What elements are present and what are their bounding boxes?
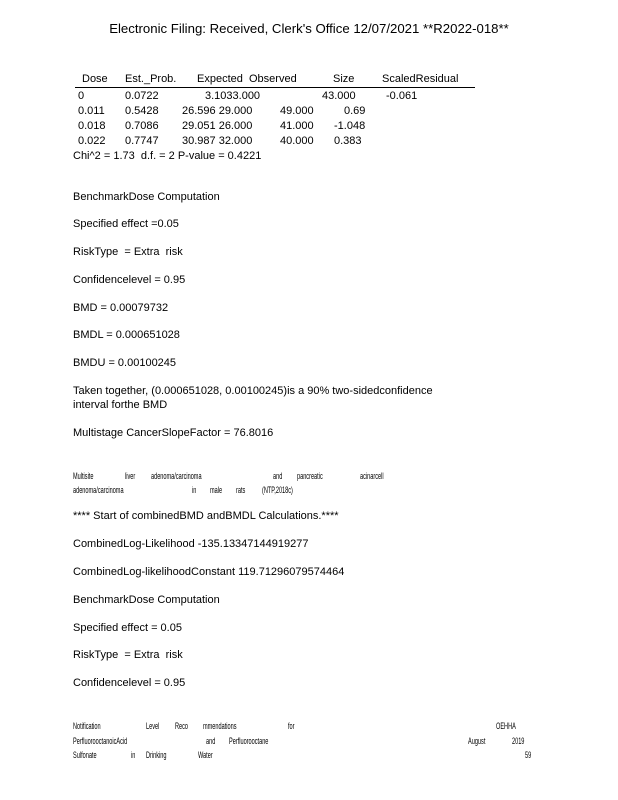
footer-word: Sulfonate (73, 750, 97, 760)
paragraph: BMDL = 0.000651028 (73, 329, 180, 341)
footer-word: August (468, 736, 486, 746)
caption-word: adenoma/carcinoma (73, 485, 124, 495)
paragraph: CombinedLog-likelihoodConstant 119.71296079574464 (73, 566, 345, 578)
footer-word: Level (146, 721, 160, 731)
caption-word: pancreatic (297, 471, 323, 481)
footer-word: for (288, 721, 295, 731)
paragraph: BMD = 0.00079732 (73, 302, 169, 314)
paragraph: BenchmarkDose Computation (73, 594, 220, 606)
caption-word: Multisite (73, 471, 94, 481)
paragraph: interval forthe BMD (73, 399, 168, 411)
paragraph: CombinedLog-Likelihood -135.13347144919277 (73, 538, 309, 550)
filing-header: Electronic Filing: Received, Clerk's Office 12/07/2021 **R2022-018** (109, 21, 509, 36)
caption-word: adenoma/carcinoma (151, 471, 202, 481)
footer-word: Drinking (146, 750, 167, 760)
paragraph: BMDU = 0.00100245 (73, 357, 177, 369)
col-dose: Dose (82, 73, 108, 85)
table-cell: 0.011 (78, 105, 105, 117)
paragraph: Specified effect =0.05 (73, 218, 179, 230)
footer-word: Water (198, 750, 213, 760)
table-cell: 0.0722 (125, 90, 159, 102)
table-cell: 30.987 32.000 (182, 135, 253, 147)
col-observed: Observed (249, 73, 297, 85)
paragraph: Specified effect = 0.05 (73, 622, 182, 634)
caption-word: rats (236, 485, 246, 495)
footer-word: Reco (175, 721, 189, 731)
paragraph: Multistage CancerSlopeFactor = 76.8016 (73, 427, 274, 439)
paragraph: RiskType = Extra risk (73, 649, 183, 661)
table-cell: 0.7086 (125, 120, 159, 132)
col-expected: Expected (197, 73, 243, 85)
col-est-prob: Est._Prob. (125, 73, 177, 85)
table-cell: 0.022 (78, 135, 106, 147)
table-cell: 0.7747 (125, 135, 159, 147)
caption-word: liver (125, 471, 136, 481)
table-rule (75, 87, 475, 88)
footer-word: PerfluorooctanoicAcid (73, 736, 128, 746)
footer-word: OEHHA (496, 721, 516, 731)
table-cell: 0.018 (78, 120, 106, 132)
col-scaled-residual: ScaledResidual (382, 73, 459, 85)
table-cell: -0.061 (386, 90, 418, 102)
table-cell: 40.000 (280, 135, 314, 147)
table-cell: 26.596 29.000 (182, 105, 253, 117)
table-cell: 0.5428 (125, 105, 159, 117)
table-cell: 0.69 (344, 105, 366, 117)
paragraph: RiskType = Extra risk (73, 246, 183, 258)
chi-square-line: Chi^2 = 1.73 d.f. = 2 P-value = 0.4221 (73, 150, 262, 162)
table-cell: 0 (78, 90, 85, 102)
footer-word: in (131, 750, 136, 760)
caption-word: male (210, 485, 223, 495)
caption-word: (NTP,2018c) (262, 485, 293, 495)
caption-word: in (192, 485, 197, 495)
page-number: 59 (525, 750, 532, 760)
footer-word: Notification (73, 721, 101, 731)
footer-word: mmendations (203, 721, 237, 731)
paragraph: Confidencelevel = 0.95 (73, 677, 186, 689)
table-cell: 49.000 (280, 105, 314, 117)
table-cell: 41.000 (280, 120, 314, 132)
table-cell: 3.1033.000 (205, 90, 261, 102)
paragraph: Taken together, (0.000651028, 0.00100245)is a 90% two-sidedconfidence (73, 385, 433, 397)
paragraph: **** Start of combinedBMD andBMDL Calculations.**** (73, 510, 339, 522)
paragraph: BenchmarkDose Computation (73, 191, 220, 203)
table-cell: 29.051 26.000 (182, 120, 253, 132)
footer-word: Perfluorooctane (229, 736, 269, 746)
caption-word: acinarcell (360, 471, 384, 481)
col-size: Size (333, 73, 355, 85)
footer-word: and (206, 736, 216, 746)
table-cell: 0.383 (334, 135, 362, 147)
table-cell: -1.048 (334, 120, 366, 132)
caption-word: and (273, 471, 283, 481)
table-cell: 43.000 (322, 90, 356, 102)
footer-word: 2019 (512, 736, 525, 746)
paragraph: Confidencelevel = 0.95 (73, 274, 186, 286)
